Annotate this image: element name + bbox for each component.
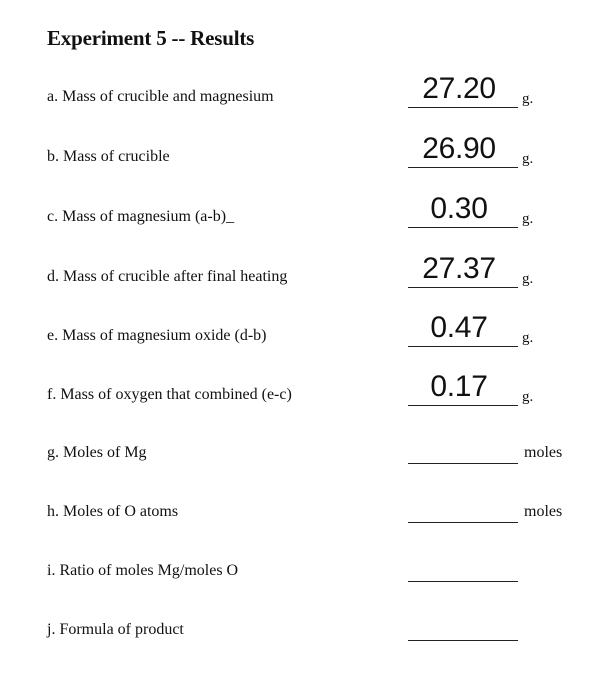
- answer-value: 0.30: [430, 192, 488, 225]
- answer-blank[interactable]: [408, 187, 518, 228]
- result-row-b: [0, 128, 615, 168]
- row-label: f. Mass of oxygen that combined (e-c): [47, 386, 292, 403]
- answer-value: 27.37: [422, 252, 496, 285]
- row-label: a. Mass of crucible and magnesium: [47, 88, 274, 105]
- answer-blank[interactable]: [408, 67, 518, 108]
- row-label: i. Ratio of moles Mg/moles O: [47, 562, 239, 579]
- unit-label: g.: [522, 389, 534, 405]
- answer-blank[interactable]: [408, 600, 518, 641]
- answer-blank[interactable]: [408, 482, 518, 523]
- result-row-h: [0, 483, 615, 523]
- answer-value: 0.47: [430, 311, 488, 344]
- result-row-g: [0, 424, 615, 464]
- unit-label: g.: [522, 330, 534, 346]
- unit-label: g.: [522, 211, 534, 227]
- unit-label: moles: [524, 503, 563, 520]
- row-label: d. Mass of crucible after final heating: [47, 268, 288, 285]
- row-label: c. Mass of magnesium (a-b)_: [47, 208, 235, 225]
- row-label: b. Mass of crucible: [47, 148, 170, 165]
- result-row-j: [0, 601, 615, 641]
- answer-value: 26.90: [422, 132, 496, 165]
- result-row-e: [0, 307, 615, 347]
- unit-label: g.: [522, 91, 534, 107]
- answer-blank[interactable]: [408, 247, 518, 288]
- row-label: j. Formula of product: [47, 621, 184, 638]
- unit-label: g.: [522, 151, 534, 167]
- answer-blank[interactable]: [408, 365, 518, 406]
- unit-label: moles: [524, 444, 563, 461]
- row-label: e. Mass of magnesium oxide (d-b): [47, 327, 267, 344]
- row-label: g. Moles of Mg: [47, 444, 147, 461]
- answer-value: 27.20: [422, 72, 496, 105]
- answer-blank[interactable]: [408, 541, 518, 582]
- result-row-c: [0, 188, 615, 228]
- unit-label: g.: [522, 271, 534, 287]
- result-row-f: [0, 366, 615, 406]
- answer-blank[interactable]: [408, 423, 518, 464]
- answer-value: 0.17: [430, 370, 488, 403]
- answer-blank[interactable]: [408, 306, 518, 347]
- result-row-i: [0, 542, 615, 582]
- page-title: Experiment 5 -- Results: [47, 26, 255, 50]
- row-label: h. Moles of O atoms: [47, 503, 179, 520]
- result-row-d: [0, 248, 615, 288]
- answer-blank[interactable]: [408, 127, 518, 168]
- result-row-a: [0, 68, 615, 108]
